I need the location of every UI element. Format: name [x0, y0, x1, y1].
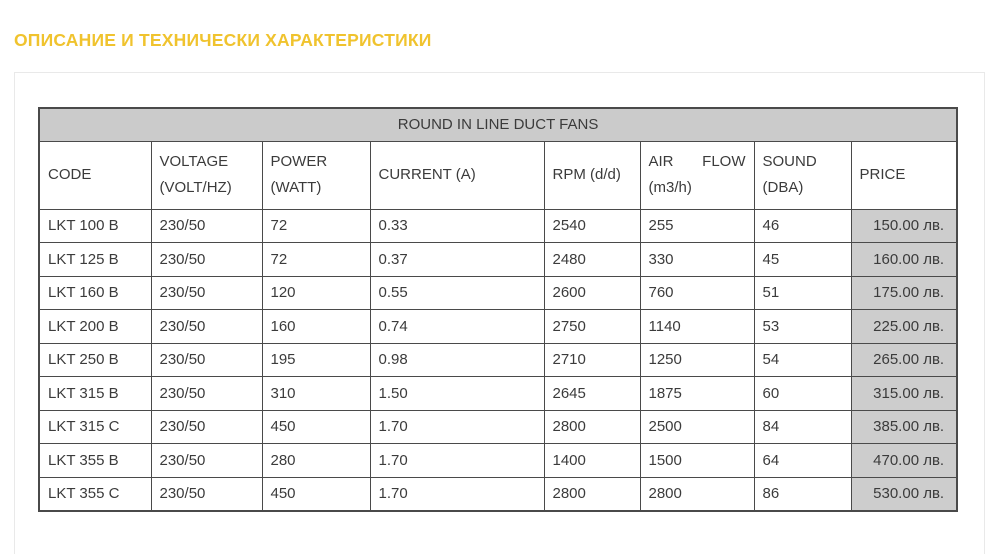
cell-sound: 86 — [754, 477, 851, 511]
cell-price: 315.00 лв. — [851, 377, 957, 411]
cell-current: 0.33 — [370, 209, 544, 243]
cell-rpm: 1400 — [544, 444, 640, 478]
cell-rpm: 2600 — [544, 276, 640, 310]
cell-sound: 53 — [754, 310, 851, 344]
cell-sound: 45 — [754, 243, 851, 277]
column-header-rpm: RPM (d/d) — [544, 141, 640, 209]
table-row — [39, 310, 957, 344]
cell-air-flow: 1875 — [640, 377, 754, 411]
cell-price: 225.00 лв. — [851, 310, 957, 344]
cell-code: LKT 315 B — [39, 377, 151, 411]
cell-rpm: 2800 — [544, 477, 640, 511]
cell-power: 72 — [262, 209, 370, 243]
cell-power: 450 — [262, 477, 370, 511]
cell-rpm: 2750 — [544, 310, 640, 344]
cell-sound: 84 — [754, 410, 851, 444]
cell-air-flow: 1500 — [640, 444, 754, 478]
cell-power: 310 — [262, 377, 370, 411]
cell-current: 1.70 — [370, 477, 544, 511]
cell-power: 72 — [262, 243, 370, 277]
cell-code: LKT 315 C — [39, 410, 151, 444]
cell-voltage: 230/50 — [151, 410, 262, 444]
cell-air-flow: 2800 — [640, 477, 754, 511]
cell-price: 530.00 лв. — [851, 477, 957, 511]
cell-rpm: 2800 — [544, 410, 640, 444]
cell-voltage: 230/50 — [151, 444, 262, 478]
cell-price: 385.00 лв. — [851, 410, 957, 444]
cell-air-flow: 1250 — [640, 343, 754, 377]
cell-sound: 60 — [754, 377, 851, 411]
page — [0, 30, 1000, 554]
cell-price: 160.00 лв. — [851, 243, 957, 277]
cell-voltage: 230/50 — [151, 209, 262, 243]
cell-voltage: 230/50 — [151, 276, 262, 310]
cell-voltage: 230/50 — [151, 243, 262, 277]
column-header-voltage: VOLTAGE (VOLT/HZ) — [151, 141, 262, 209]
cell-code: LKT 355 B — [39, 444, 151, 478]
cell-power: 280 — [262, 444, 370, 478]
cell-power: 120 — [262, 276, 370, 310]
column-header-air-flow: AIR FLOW (m3/h) — [640, 141, 754, 209]
cell-price: 150.00 лв. — [851, 209, 957, 243]
cell-code: LKT 160 B — [39, 276, 151, 310]
cell-code: LKT 125 B — [39, 243, 151, 277]
cell-current: 0.98 — [370, 343, 544, 377]
cell-sound: 54 — [754, 343, 851, 377]
cell-sound: 46 — [754, 209, 851, 243]
cell-sound: 51 — [754, 276, 851, 310]
table-header-row — [39, 141, 957, 209]
column-header-sound: SOUND (DBA) — [754, 141, 851, 209]
table-row — [39, 343, 957, 377]
cell-power: 450 — [262, 410, 370, 444]
cell-air-flow: 2500 — [640, 410, 754, 444]
cell-voltage: 230/50 — [151, 310, 262, 344]
column-header-price: PRICE — [851, 141, 957, 209]
table-row — [39, 410, 957, 444]
cell-code: LKT 250 B — [39, 343, 151, 377]
cell-price: 265.00 лв. — [851, 343, 957, 377]
column-header-current: CURRENT (A) — [370, 141, 544, 209]
table-row — [39, 444, 957, 478]
cell-code: LKT 200 B — [39, 310, 151, 344]
cell-rpm: 2645 — [544, 377, 640, 411]
spec-table — [38, 107, 958, 512]
table-row — [39, 477, 957, 511]
table-row — [39, 209, 957, 243]
cell-code: LKT 355 C — [39, 477, 151, 511]
cell-price: 175.00 лв. — [851, 276, 957, 310]
cell-rpm: 2480 — [544, 243, 640, 277]
table-row — [39, 276, 957, 310]
cell-power: 195 — [262, 343, 370, 377]
content-card — [14, 72, 985, 554]
cell-voltage: 230/50 — [151, 343, 262, 377]
cell-air-flow: 1140 — [640, 310, 754, 344]
cell-air-flow: 255 — [640, 209, 754, 243]
table-row — [39, 243, 957, 277]
cell-voltage: 230/50 — [151, 377, 262, 411]
cell-current: 1.70 — [370, 444, 544, 478]
cell-sound: 64 — [754, 444, 851, 478]
cell-air-flow: 760 — [640, 276, 754, 310]
cell-current: 1.70 — [370, 410, 544, 444]
cell-rpm: 2710 — [544, 343, 640, 377]
cell-current: 0.55 — [370, 276, 544, 310]
table-row — [39, 377, 957, 411]
cell-voltage: 230/50 — [151, 477, 262, 511]
cell-current: 0.74 — [370, 310, 544, 344]
table-title: ROUND IN LINE DUCT FANS — [39, 108, 957, 141]
table-title-row — [39, 108, 957, 141]
cell-current: 0.37 — [370, 243, 544, 277]
cell-power: 160 — [262, 310, 370, 344]
cell-price: 470.00 лв. — [851, 444, 957, 478]
table-body — [39, 209, 957, 511]
cell-code: LKT 100 B — [39, 209, 151, 243]
column-header-code: CODE — [39, 141, 151, 209]
column-header-power: POWER (WATT) — [262, 141, 370, 209]
section-heading: ОПИСАНИЕ И ТЕХНИЧЕСКИ ХАРАКТЕРИСТИКИ — [14, 30, 432, 50]
cell-current: 1.50 — [370, 377, 544, 411]
cell-air-flow: 330 — [640, 243, 754, 277]
cell-rpm: 2540 — [544, 209, 640, 243]
